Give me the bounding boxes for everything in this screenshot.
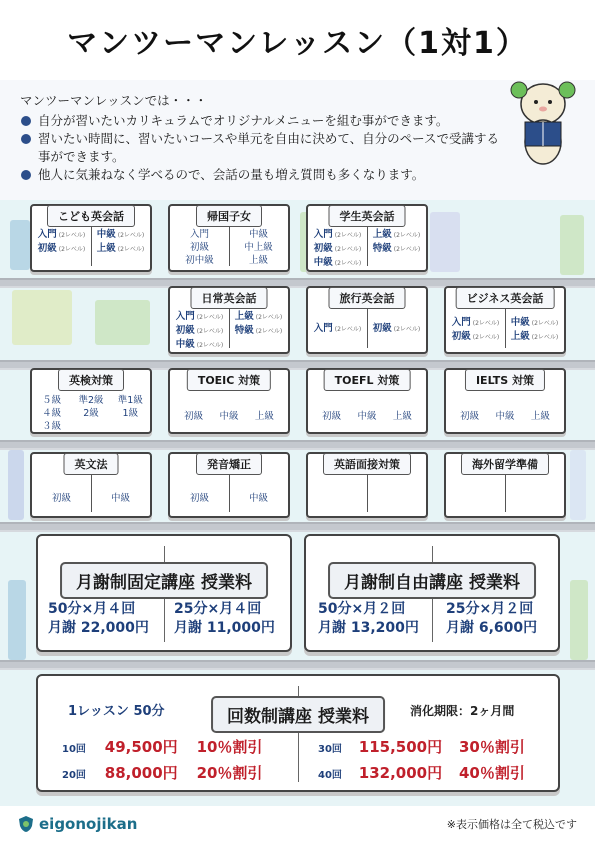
course-book-interview — [306, 452, 428, 518]
level: 中級 — [110, 493, 130, 504]
level: 初級 — [184, 411, 204, 422]
level: 初級 (2レベル) — [372, 323, 421, 334]
price-duration: 25分×月４回 — [174, 601, 262, 617]
price-block — [446, 600, 537, 638]
course-label: 帰国子女 — [196, 205, 262, 227]
level: 初中級 — [185, 255, 214, 266]
course-book-returnee — [168, 204, 290, 272]
course-label: 英語面接対策 — [323, 453, 411, 475]
price-amount: 月謝 13,200円 — [318, 620, 419, 636]
price-block — [174, 600, 275, 638]
intro-points — [20, 112, 520, 184]
level: 中級 (2レベル) — [510, 317, 559, 328]
course-label: TOEIC 対策 — [187, 369, 271, 391]
course-label: こども英会話 — [47, 205, 135, 227]
course-book-business — [444, 286, 566, 354]
level: 上級 (2レベル) — [234, 311, 283, 322]
level: 入門 (2レベル) — [313, 323, 362, 334]
level: ３級 — [42, 421, 62, 432]
course-label: 日常英会話 — [191, 287, 268, 309]
plan-times: 20回 — [62, 770, 86, 781]
level: 中級 (2レベル) — [96, 229, 145, 240]
course-label: 発音矯正 — [196, 453, 262, 475]
course-book-toeic — [168, 368, 290, 434]
level: 中級 — [219, 411, 239, 422]
level: ５級 — [42, 395, 62, 406]
level: 初級 — [460, 411, 480, 422]
plan-discount: 10％割引 — [196, 738, 263, 756]
shelf — [0, 522, 595, 532]
level: 入門 (2レベル) — [313, 229, 362, 240]
shelf — [0, 660, 595, 670]
expiry: 消化期限：2ヶ月間 — [410, 704, 515, 718]
free-course-panel — [304, 534, 560, 652]
lesson-length: 1レッスン 50分 — [68, 704, 165, 719]
level: 初級 — [51, 493, 71, 504]
level: 初級 (2レベル) — [451, 331, 500, 342]
level: 1級 — [122, 408, 139, 419]
level: 中級 — [248, 229, 268, 240]
level: 初級 (2レベル) — [37, 243, 86, 254]
level: 入門 (2レベル) — [175, 311, 224, 322]
logo-shield-icon — [18, 815, 34, 833]
level: 特級 (2レベル) — [372, 243, 421, 254]
level: 中級 — [495, 411, 515, 422]
intro-point: 習いたい時間に、習いたいコースや単元を自由に決めて、自分のペースで受講する事ができます。 — [20, 130, 500, 166]
level: 中級 (2レベル) — [313, 257, 362, 268]
course-label: 英検対策 — [58, 369, 124, 391]
plan-times: 40回 — [318, 770, 342, 781]
level: 初級 — [322, 411, 342, 422]
plan-times: 10回 — [62, 744, 86, 755]
plan-discount: 40％割引 — [459, 764, 525, 782]
course-label: 旅行英会話 — [329, 287, 406, 309]
free-course-title: 月謝制自由講座 授業料 — [328, 562, 536, 599]
course-book-eiken — [30, 368, 152, 434]
course-book-toefl — [306, 368, 428, 434]
level: 上級 (2レベル) — [372, 229, 421, 240]
course-label: 海外留学準備 — [461, 453, 549, 475]
level: 中級 — [248, 493, 268, 504]
course-book-travel — [306, 286, 428, 354]
course-book-kids — [30, 204, 152, 272]
price-amount: 月謝 22,000円 — [48, 620, 149, 636]
course-book-student — [306, 204, 428, 272]
fixed-course-panel — [36, 534, 292, 652]
plan-discount: 20％割引 — [196, 764, 263, 782]
level: 入門 — [189, 229, 209, 240]
brand-logo — [18, 815, 137, 833]
intro-point: 自分が習いたいカリキュラムでオリジナルメニューを組む事ができます。 — [20, 112, 520, 130]
price-duration: 50分×月４回 — [48, 601, 136, 617]
count-course-title: 回数制講座 授業料 — [211, 696, 385, 733]
level: 上級 — [248, 255, 268, 266]
level: 上級 — [254, 411, 274, 422]
plan-row — [62, 738, 262, 759]
level: 中級 (2レベル) — [175, 339, 224, 350]
level: 初級 — [189, 242, 209, 253]
plan-price: 132,000円 — [358, 764, 443, 782]
course-book-abroad — [444, 452, 566, 518]
level: 初級 (2レベル) — [313, 243, 362, 254]
course-label: TOEFL 対策 — [324, 369, 411, 391]
plan-row — [318, 764, 525, 785]
mascot-icon — [503, 72, 583, 172]
plan-row — [62, 764, 262, 785]
course-label: 学生英会話 — [329, 205, 406, 227]
level: 中級 — [357, 411, 377, 422]
tax-note: ※表示価格は全て税込です — [446, 818, 577, 831]
price-amount: 月謝 6,600円 — [446, 620, 538, 636]
level: 入門 (2レベル) — [451, 317, 500, 328]
course-book-ielts — [444, 368, 566, 434]
level: 2級 — [83, 408, 99, 419]
course-label: ビジネス英会話 — [456, 287, 555, 309]
level: 特級 (2レベル) — [234, 325, 283, 336]
level: 上級 (2レベル) — [510, 331, 559, 342]
level: 準2級 — [78, 395, 104, 406]
footer — [0, 806, 595, 842]
plan-price: 49,500円 — [104, 738, 178, 756]
plan-discount: 30％割引 — [459, 738, 525, 756]
plan-times: 30回 — [318, 744, 342, 755]
course-book-pronunciation — [168, 452, 290, 518]
level: 初級 — [189, 493, 209, 504]
level: 上級 (2レベル) — [96, 243, 145, 254]
level: ４級 — [42, 408, 62, 419]
price-duration: 25分×月２回 — [446, 601, 534, 617]
intro-lead: マンツーマンレッスンでは・・・ — [20, 93, 208, 108]
price-block — [48, 600, 149, 638]
course-label: 英文法 — [64, 453, 119, 475]
fixed-course-title: 月謝制固定講座 授業料 — [60, 562, 268, 599]
intro-point: 他人に気兼ねなく学べるので、会話の量も増え質問も多くなります。 — [20, 166, 520, 184]
logo-text: eigonojikan — [39, 815, 138, 833]
level: 初級 (2レベル) — [175, 325, 224, 336]
shelf — [0, 440, 595, 450]
price-block — [318, 600, 419, 638]
intro — [20, 92, 520, 184]
level: 入門 (2レベル) — [37, 229, 86, 240]
level: 上級 — [530, 411, 550, 422]
page-title: マンツーマンレッスン（1対1） — [67, 26, 528, 61]
course-book-daily — [168, 286, 290, 354]
title-bar — [0, 0, 595, 80]
level: 上級 — [392, 411, 412, 422]
plan-row — [318, 738, 525, 759]
count-course-panel — [36, 674, 560, 792]
plan-price: 88,000円 — [104, 764, 178, 782]
price-duration: 50分×月２回 — [318, 601, 406, 617]
level: 準1級 — [117, 395, 143, 406]
course-label: IELTS 対策 — [465, 369, 545, 391]
plan-price: 115,500円 — [358, 738, 443, 756]
course-book-grammar — [30, 452, 152, 518]
price-amount: 月謝 11,000円 — [174, 620, 275, 636]
level: 中上級 — [244, 242, 273, 253]
